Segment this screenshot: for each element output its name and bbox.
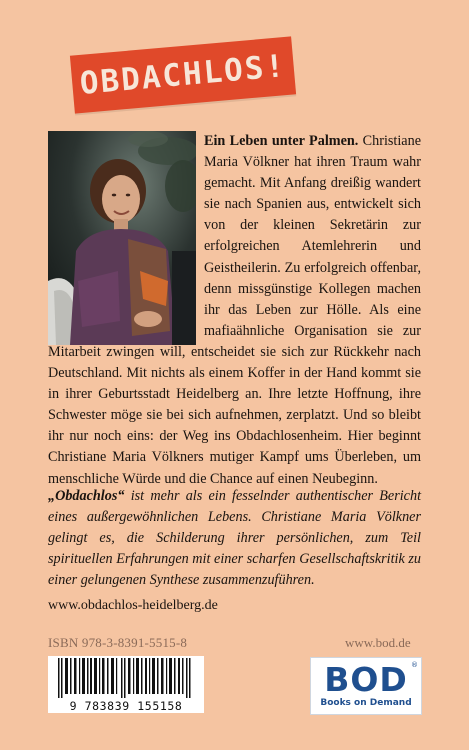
photo-spacer: [48, 131, 204, 341]
registered-mark: ®: [411, 661, 418, 669]
bod-logo-icon: [310, 657, 422, 715]
website-url: www.obdachlos-heidelberg.de: [48, 598, 218, 613]
quote-title: „Obdachlos“: [48, 488, 125, 504]
isbn-label: ISBN 978-3-8391-5515-8: [48, 635, 188, 650]
blurb-lead: Ein Leben unter Palmen.: [204, 133, 359, 149]
quote-text: [48, 486, 421, 591]
barcode-digits: 9 783839 155158: [48, 699, 204, 713]
blurb-text: [48, 131, 421, 490]
publisher-url: www.bod.de: [345, 635, 411, 650]
blurb-body: Christiane Maria Völkner hat ihren Traum wahr gemacht. Mit Anfang dreißig wandert sie nach Spanien aus, entwickelt sich von der kleinen Sekretärin zur erfolgreichen Atemlehrerin und Geistheilerin. Zu erfolgreich offenbar, denn missgünstige Kollegen machen ihr das Leben zur Hölle. Als eine mafiaähnliche Organisation sie zur Mitarbeit zwingen will, entscheidet sie sich zur Rückkehr nach Deutschland. Mit nichts als einem Koffer in der Hand kommt sie in ihrer Geburtsstadt Heidelberg an. Ihre letzte Hoffnung, ihre Schwester möge sie bei sich aufnehmen, zerplatzt. Und so bleibt ihr nur noch eins: der Weg ins Obdachlosenheim. Hier beginnt Christiane Maria Völkners mutiger Kampf ums Überleben, um menschliche Würde und die Chance auf einen Neubeginn.: [48, 133, 421, 487]
logo-letters: BOD: [324, 660, 408, 699]
title-stamp: [70, 36, 296, 113]
logo-tagline: Books on Demand: [320, 698, 412, 708]
book-title: OBDACHLOS!: [78, 48, 288, 102]
barcode-bars: [48, 656, 204, 700]
quote-body: ist mehr als ein fesselnder authentischer Bericht eines außergewöhnlichen Lebens. Christiane Maria Völkner gelingt es, die Schilderung ihrer persönlichen, zum Teil spirituellen Erfahrungen mit einer scharfen Gesellschaftskritik zu einer gelungenen Synthese zusammenzuführen.: [48, 488, 422, 589]
